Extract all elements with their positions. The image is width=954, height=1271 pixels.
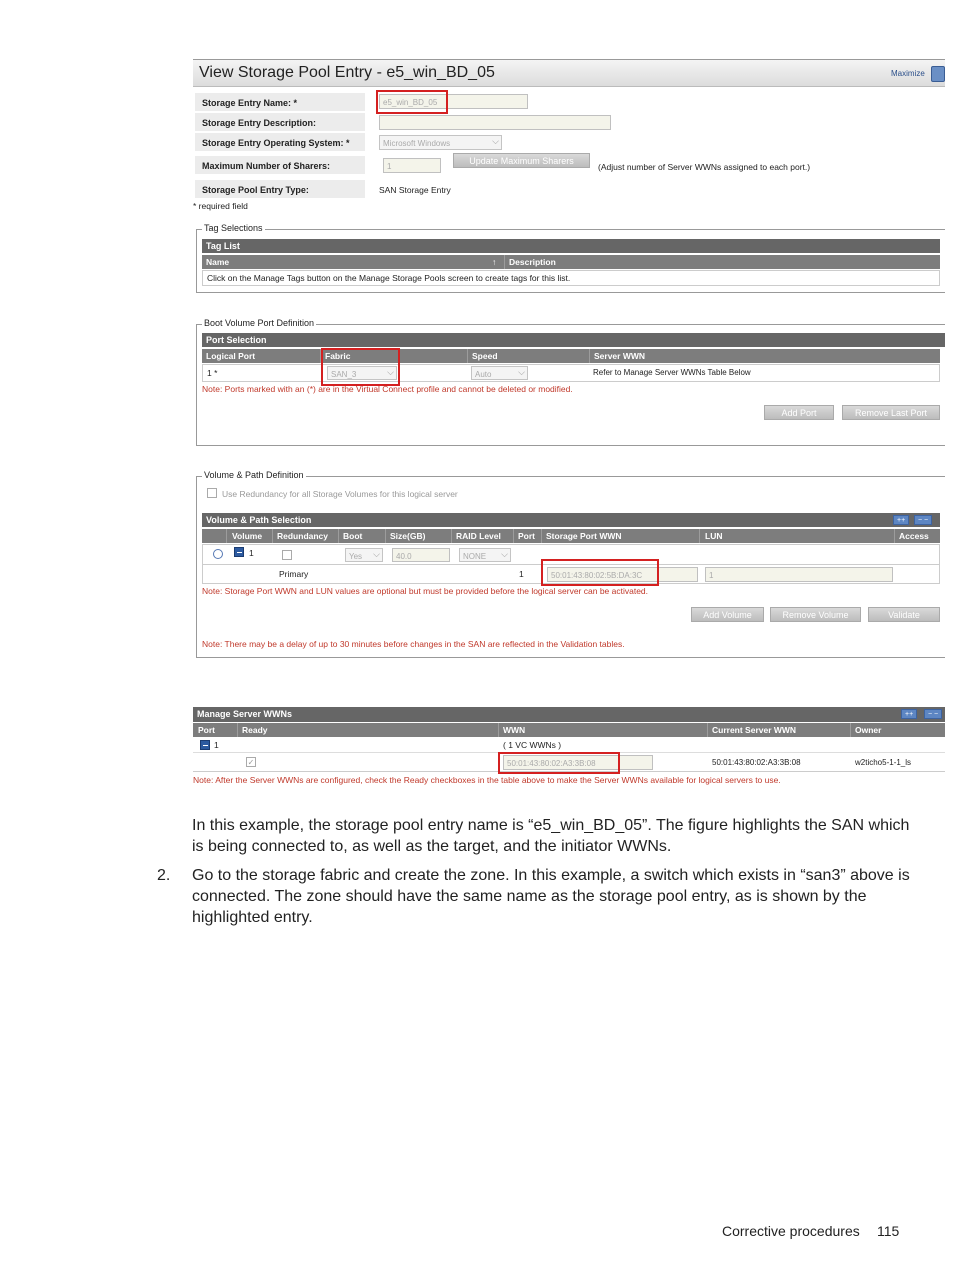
path-port: 1 <box>519 569 524 579</box>
column-divider <box>385 529 386 543</box>
step-number: 2. <box>157 867 171 884</box>
wwn-col-port: Port <box>198 725 215 735</box>
wwn-group-row <box>193 738 945 753</box>
os-select[interactable]: Microsoft Windows ⌵ <box>379 135 502 150</box>
collapse-port-icon[interactable] <box>200 740 210 750</box>
column-divider <box>707 723 708 737</box>
col-size: Size(GB) <box>390 531 426 541</box>
wwn-col-owner: Owner <box>855 725 882 735</box>
name-highlight <box>376 90 448 114</box>
tag-selections-legend: Tag Selections <box>204 223 263 233</box>
lun-input[interactable]: 1 <box>705 567 893 582</box>
col-speed: Speed <box>472 351 498 361</box>
sharers-input[interactable]: 1 <box>383 158 441 173</box>
tag-empty-message: Click on the Manage Tags button on the Manage Storage Pools screen to create tags for this list. <box>207 273 571 283</box>
column-divider <box>338 529 339 543</box>
tag-list-columns <box>202 255 940 269</box>
col-boot: Boot <box>343 531 363 541</box>
wwn-expand-button[interactable]: ++ <box>901 709 917 719</box>
tag-list-empty-row <box>202 270 940 286</box>
storage-wwn-highlight <box>541 559 659 586</box>
port-number: 1 * <box>207 368 218 378</box>
storage-wwn-note: Note: Storage Port WWN and LUN values are optional but must be provided before the logical server can be activated. <box>202 586 649 596</box>
description-input[interactable] <box>379 115 611 130</box>
column-divider <box>451 529 452 543</box>
volume-path-legend: Volume & Path Definition <box>204 470 304 480</box>
remove-last-port-button[interactable]: Remove Last Port <box>842 405 940 420</box>
server-wwns-columns <box>193 723 945 737</box>
ports-note: Note: Ports marked with an (*) are in the Virtual Connect profile and cannot be deleted or modified. <box>202 384 573 394</box>
footer-section: Corrective procedures <box>722 1223 860 1239</box>
redundancy-checkbox[interactable] <box>282 550 292 560</box>
tag-list-header: Tag List <box>202 239 940 253</box>
window-title: View Storage Pool Entry - e5_win_BD_05 <box>199 64 495 81</box>
name-label: Storage Entry Name: * <box>195 93 365 111</box>
add-port-button[interactable]: Add Port <box>764 405 834 420</box>
column-divider <box>894 529 895 543</box>
remove-volume-button[interactable]: Remove Volume <box>770 607 861 622</box>
fabric-select[interactable]: SAN_3 ⌵ <box>327 366 397 380</box>
wwn-note: Note: After the Server WWNs are configured, check the Ready checkboxes in the table above to make the Server WWNs available for logical servers to use. <box>193 775 781 785</box>
column-divider <box>237 723 238 737</box>
window-title-bar <box>193 59 945 87</box>
maximize-link[interactable]: Maximize <box>891 69 925 78</box>
update-sharers-button[interactable]: Update Maximum Sharers <box>453 153 590 168</box>
os-label: Storage Entry Operating System: * <box>195 133 365 151</box>
volume-number: 1 <box>249 548 254 558</box>
col-logical-port: Logical Port <box>206 351 256 361</box>
sharers-label: Maximum Number of Sharers: <box>195 156 365 174</box>
column-divider <box>272 529 273 543</box>
col-server-wwn: Server WWN <box>594 351 646 361</box>
sort-arrow-icon[interactable]: ↑ <box>492 257 497 267</box>
wwn-group-count: ( 1 VC WWNs ) <box>503 740 562 750</box>
type-label: Storage Pool Entry Type: <box>195 180 365 198</box>
delay-note: Note: There may be a delay of up to 30 minutes before changes in the SAN are reflected in the Validation tables. <box>202 639 625 649</box>
column-divider <box>498 723 499 737</box>
description-label: Storage Entry Description: <box>195 113 365 131</box>
wwn-col-ready: Ready <box>242 725 268 735</box>
storage-pool-screenshot <box>193 59 945 789</box>
column-divider <box>513 529 514 543</box>
wwn-highlight <box>498 752 620 774</box>
path-label: Primary <box>279 569 309 579</box>
name-input[interactable]: e5_win_BD_05 <box>379 94 528 109</box>
column-divider <box>504 255 505 269</box>
redundancy-all-label: Use Redundancy for all Storage Volumes for this logical server <box>222 489 458 499</box>
server-wwn-reference: Refer to Manage Server WWNs Table Below <box>593 368 751 377</box>
col-access: Access <box>899 531 929 541</box>
port-selection-columns <box>202 349 940 363</box>
volume-path-columns <box>202 529 940 543</box>
port-row <box>202 364 940 382</box>
volume-radio[interactable] <box>213 549 223 559</box>
col-volume: Volume <box>232 531 263 541</box>
wwn-group-port: 1 <box>214 740 219 750</box>
col-port: Port <box>518 531 535 541</box>
col-raid: RAID Level <box>456 531 501 541</box>
page-number: 115 <box>877 1223 900 1239</box>
explanation-paragraph: In this example, the storage pool entry name is “e5_win_BD_05”. The figure highlights the SAN which is being connected to, as well as the target, and the initiator WWNs. <box>192 817 910 855</box>
col-redundancy: Redundancy <box>277 531 329 541</box>
volume-path-header: Volume & Path Selection <box>202 513 940 527</box>
ready-checkbox-checked-icon[interactable]: ✓ <box>247 758 255 767</box>
required-note: * required field <box>193 201 248 211</box>
column-divider <box>467 349 468 363</box>
size-input[interactable]: 40.0 <box>392 548 450 562</box>
col-storage-wwn: Storage Port WWN <box>546 531 622 541</box>
column-divider <box>850 723 851 737</box>
maximize-icon[interactable] <box>931 66 945 82</box>
sharers-hint: (Adjust number of Server WWNs assigned to each port.) <box>598 162 811 172</box>
expand-all-button[interactable]: ++ <box>893 515 909 525</box>
wwn-input[interactable]: 50:01:43:80:02:A3:3B:08 <box>503 755 653 770</box>
wwn-owner: w2ticho5-1-1_ls <box>855 758 912 767</box>
boot-volume-legend: Boot Volume Port Definition <box>204 318 315 328</box>
validate-button[interactable]: Validate <box>868 607 940 622</box>
tag-col-description[interactable]: Description <box>509 257 556 267</box>
storage-port-wwn-input[interactable]: 50:01:43:80:02:5B:DA:3C <box>547 567 698 582</box>
column-divider <box>541 529 542 543</box>
column-divider <box>589 349 590 363</box>
redundancy-all-checkbox[interactable] <box>207 488 217 498</box>
wwn-col-wwn: WWN <box>503 725 526 735</box>
tag-col-name[interactable]: Name <box>206 257 230 267</box>
current-server-wwn: 50:01:43:80:02:A3:3B:08 <box>712 758 801 767</box>
server-wwns-header: Manage Server WWNs <box>193 707 945 722</box>
column-divider <box>699 529 700 543</box>
boot-select[interactable]: Yes ⌵ <box>345 548 383 562</box>
column-divider <box>226 529 227 543</box>
wwn-col-current: Current Server WWN <box>712 725 797 735</box>
col-lun: LUN <box>705 531 723 541</box>
type-value: SAN Storage Entry <box>379 185 451 195</box>
raid-select[interactable]: NONE ⌵ <box>459 548 511 562</box>
port-selection-header: Port Selection <box>202 333 945 347</box>
add-volume-button[interactable]: Add Volume <box>691 607 764 622</box>
speed-select[interactable]: Auto ⌵ <box>471 366 528 380</box>
fabric-highlight <box>321 348 400 386</box>
col-fabric: Fabric <box>325 351 351 361</box>
collapse-all-button[interactable]: − − <box>914 515 932 525</box>
collapse-volume-icon[interactable] <box>234 547 244 557</box>
step-text: Go to the storage fabric and create the zone. In this example, a switch which exists in “san3” above is connected. The zone should have the same name as the storage pool entry, as is shown by the highlighted entry. <box>192 867 910 926</box>
wwn-collapse-button[interactable]: − − <box>924 709 942 719</box>
